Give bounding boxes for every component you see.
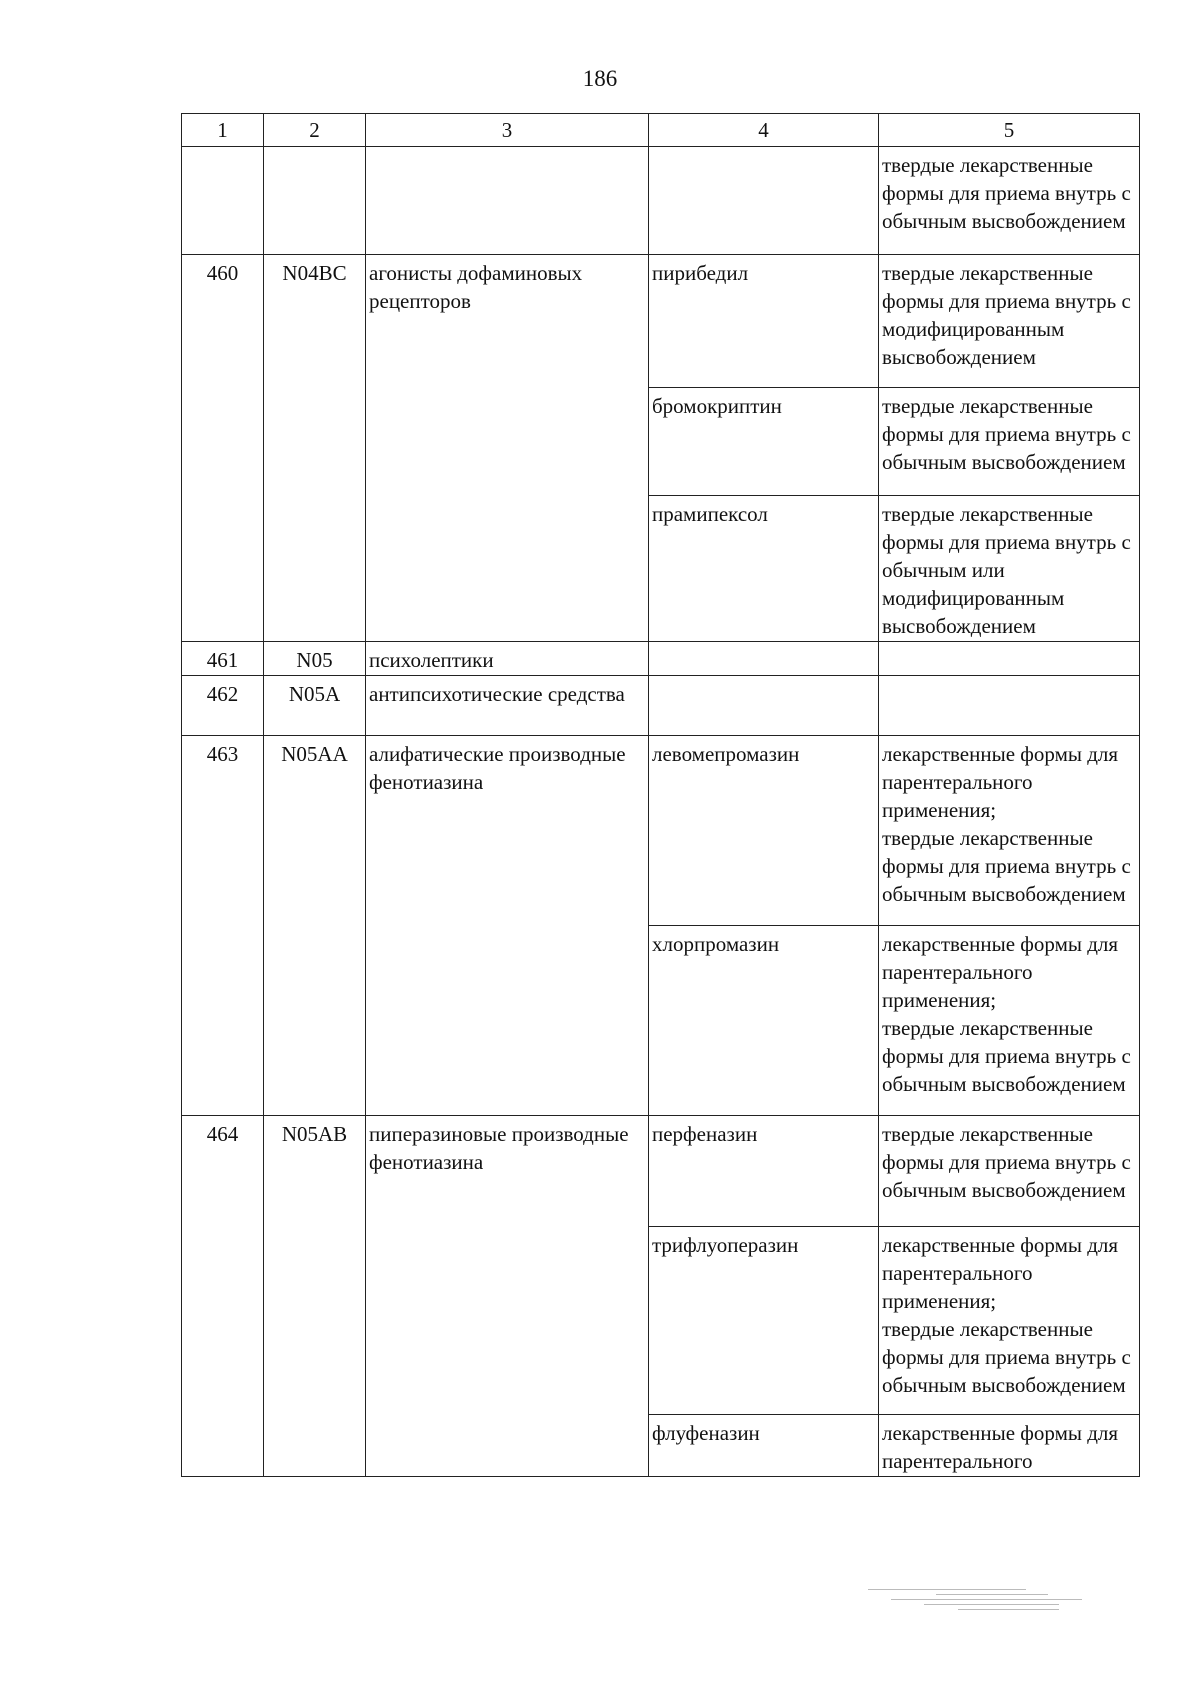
header-col-1: 1	[182, 114, 264, 147]
table-row	[182, 736, 1140, 926]
page-number: 186	[582, 66, 618, 91]
drug-name: хлорпромазин	[649, 926, 879, 1116]
table-row	[182, 147, 1140, 255]
atc-group: алифатические производные фенотиазина	[366, 736, 649, 1116]
dosage-form: твердые лекарственные формы для приема внутрь с обычным или модифицированным высвобождением	[879, 496, 1140, 642]
atc-group: пиперазиновые производные фенотиазина	[366, 1116, 649, 1477]
table-row	[182, 676, 1140, 736]
faint-stamp	[868, 1585, 1093, 1667]
atc-code: N04BC	[264, 255, 366, 642]
drug-name: левомепромазин	[649, 736, 879, 926]
atc-code: N05	[264, 642, 366, 676]
header-col-4: 4	[649, 114, 879, 147]
dosage-form: лекарственные формы для парентерального	[879, 1415, 1140, 1477]
dosage-form-line: лекарственные формы для парентерального применения;	[882, 742, 1119, 822]
drug-name: трифлуоперазин	[649, 1227, 879, 1415]
drug-name: пирибедил	[649, 255, 879, 388]
dosage-form	[879, 926, 1140, 1116]
atc-group: психолептики	[366, 642, 649, 676]
atc-code: N05AA	[264, 736, 366, 1116]
row-number: 460	[182, 255, 264, 642]
drug-list-table	[181, 113, 1140, 1477]
dosage-form-line: твердые лекарственные формы для приема внутрь с обычным высвобождением	[882, 1016, 1131, 1096]
row-number: 464	[182, 1116, 264, 1477]
header-col-3: 3	[366, 114, 649, 147]
dosage-form-line: твердые лекарственные формы для приема внутрь с обычным высвобождением	[882, 1317, 1131, 1397]
atc-group: агонисты дофаминовых рецепторов	[366, 255, 649, 642]
dosage-form: твердые лекарственные формы для приема внутрь с модифицированным высвобождением	[879, 255, 1140, 388]
dosage-form: твердые лекарственные формы для приема внутрь с обычным высвобождением	[879, 147, 1140, 255]
table-header-row	[182, 114, 1140, 147]
dosage-form	[879, 736, 1140, 926]
dosage-form: твердые лекарственные формы для приема внутрь с обычным высвобождением	[879, 388, 1140, 496]
row-number: 462	[182, 676, 264, 736]
drug-name: бромокриптин	[649, 388, 879, 496]
atc-group: антипсихотические средства	[366, 676, 649, 736]
drug-name: перфеназин	[649, 1116, 879, 1227]
row-number: 461	[182, 642, 264, 676]
dosage-form: твердые лекарственные формы для приема внутрь с обычным высвобождением	[879, 1116, 1140, 1227]
header-col-5: 5	[879, 114, 1140, 147]
drug-name: флуфеназин	[649, 1415, 879, 1477]
header-col-2: 2	[264, 114, 366, 147]
dosage-form-line: твердые лекарственные формы для приема внутрь с обычным высвобождением	[882, 826, 1131, 906]
row-number: 463	[182, 736, 264, 1116]
atc-code: N05A	[264, 676, 366, 736]
dosage-form-line: лекарственные формы для парентерального применения;	[882, 1233, 1119, 1313]
table-row	[182, 642, 1140, 676]
dosage-form	[879, 1227, 1140, 1415]
table-row	[182, 255, 1140, 388]
table-row	[182, 1116, 1140, 1227]
atc-code: N05AB	[264, 1116, 366, 1477]
dosage-form-line: лекарственные формы для парентерального применения;	[882, 932, 1119, 1012]
drug-name: прамипексол	[649, 496, 879, 642]
